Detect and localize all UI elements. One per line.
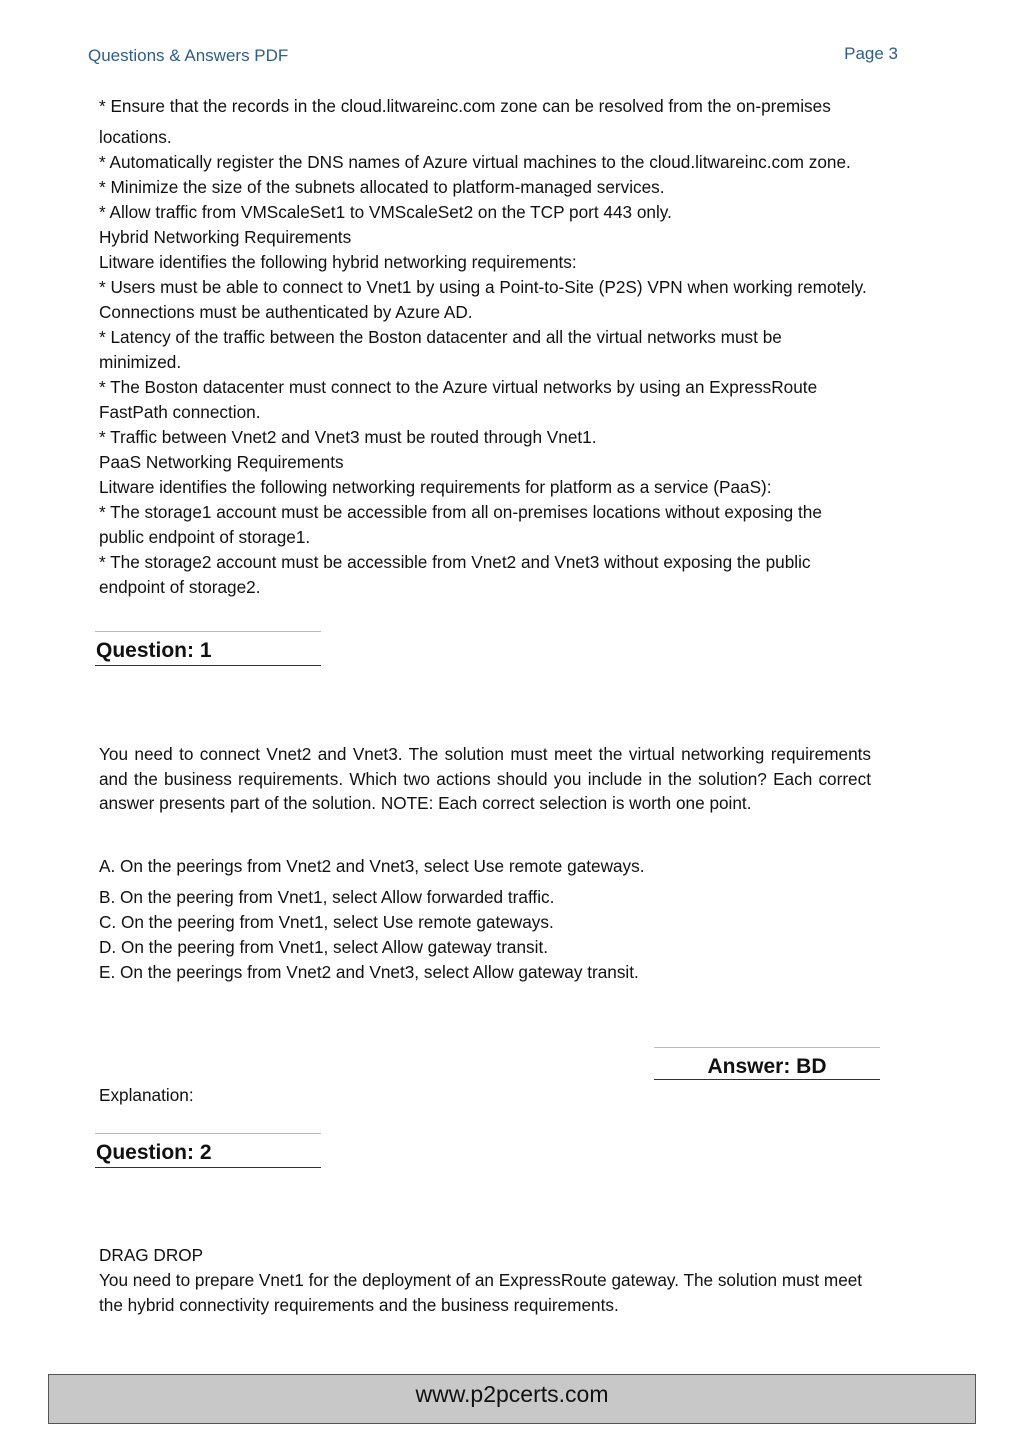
section-heading: Hybrid Networking Requirements bbox=[99, 227, 352, 247]
option-c: C. On the peering from Vnet1, select Use remote gateways. bbox=[99, 912, 554, 932]
requirements-text bbox=[99, 94, 969, 600]
text-line: * Minimize the size of the subnets allocated to platform-managed services. bbox=[99, 177, 665, 197]
text-line: locations. bbox=[99, 127, 172, 147]
page-header bbox=[88, 46, 898, 68]
text-line: Connections must be authenticated by Azure AD. bbox=[99, 302, 473, 322]
option-d: D. On the peering from Vnet1, select Allow gateway transit. bbox=[99, 937, 549, 957]
page-number: Page 3 bbox=[844, 44, 898, 63]
text-line: You need to prepare Vnet1 for the deployment of an ExpressRoute gateway. The solution must meet bbox=[99, 1270, 863, 1290]
question-2-title: Question: 2 bbox=[96, 1141, 212, 1164]
question-1-options bbox=[99, 854, 969, 985]
page-footer bbox=[48, 1374, 976, 1424]
text-line: public endpoint of storage1. bbox=[99, 527, 311, 547]
explanation bbox=[99, 1083, 969, 1108]
text-line: Litware identifies the following hybrid networking requirements: bbox=[99, 252, 577, 272]
text-line: minimized. bbox=[99, 352, 182, 372]
answer-box bbox=[654, 1047, 880, 1080]
text-line: Litware identifies the following networking requirements for platform as a service (PaaS): bbox=[99, 477, 772, 497]
heading-underline bbox=[95, 665, 321, 666]
section-heading: PaaS Networking Requirements bbox=[99, 452, 344, 472]
text-line: * The storage1 account must be accessible from all on-premises locations without exposing the bbox=[99, 502, 822, 522]
text-line: * Ensure that the records in the cloud.litwareinc.com zone can be resolved from the on-premises bbox=[99, 96, 831, 116]
text-line: * Traffic between Vnet2 and Vnet3 must be routed through Vnet1. bbox=[99, 427, 597, 447]
text-line: * Automatically register the DNS names of Azure virtual machines to the cloud.litwareinc.com zone. bbox=[99, 152, 851, 172]
heading-underline bbox=[95, 1167, 321, 1168]
option-a: A. On the peerings from Vnet2 and Vnet3, select Use remote gateways. bbox=[99, 856, 645, 876]
question-type: DRAG DROP bbox=[99, 1245, 204, 1265]
question-1-heading bbox=[95, 631, 321, 666]
question-2-text bbox=[99, 1243, 969, 1318]
text-line: * The Boston datacenter must connect to the Azure virtual networks by using an ExpressRoute bbox=[99, 377, 818, 397]
text-line: * Allow traffic from VMScaleSet1 to VMScaleSet2 on the TCP port 443 only. bbox=[99, 202, 672, 222]
question-1-text: You need to connect Vnet2 and Vnet3. The solution must meet the virtual networking requirements and the business requirements. Which two actions should you include in the solution? Each correct answer presents part of the solution. NOTE: Each correct selection is worth one point. bbox=[99, 744, 871, 813]
footer-url: www.p2pcerts.com bbox=[415, 1381, 609, 1407]
answer-label: Answer: BD bbox=[707, 1055, 827, 1078]
text-line: FastPath connection. bbox=[99, 402, 261, 422]
document-title: Questions & Answers PDF bbox=[88, 46, 289, 65]
text-line: the hybrid connectivity requirements and the business requirements. bbox=[99, 1295, 619, 1315]
text-line: * The storage2 account must be accessible from Vnet2 and Vnet3 without exposing the public bbox=[99, 552, 811, 572]
explanation-label: Explanation: bbox=[99, 1085, 194, 1105]
option-e: E. On the peerings from Vnet2 and Vnet3, select Allow gateway transit. bbox=[99, 962, 639, 982]
text-line: endpoint of storage2. bbox=[99, 577, 261, 597]
text-line: * Latency of the traffic between the Boston datacenter and all the virtual networks must be bbox=[99, 327, 782, 347]
question-2-heading bbox=[95, 1133, 321, 1168]
option-b: B. On the peering from Vnet1, select Allow forwarded traffic. bbox=[99, 887, 555, 907]
question-1-title: Question: 1 bbox=[96, 639, 212, 662]
answer-underline bbox=[654, 1079, 880, 1080]
text-line: * Users must be able to connect to Vnet1 by using a Point-to-Site (P2S) VPN when working remotely. bbox=[99, 277, 867, 297]
